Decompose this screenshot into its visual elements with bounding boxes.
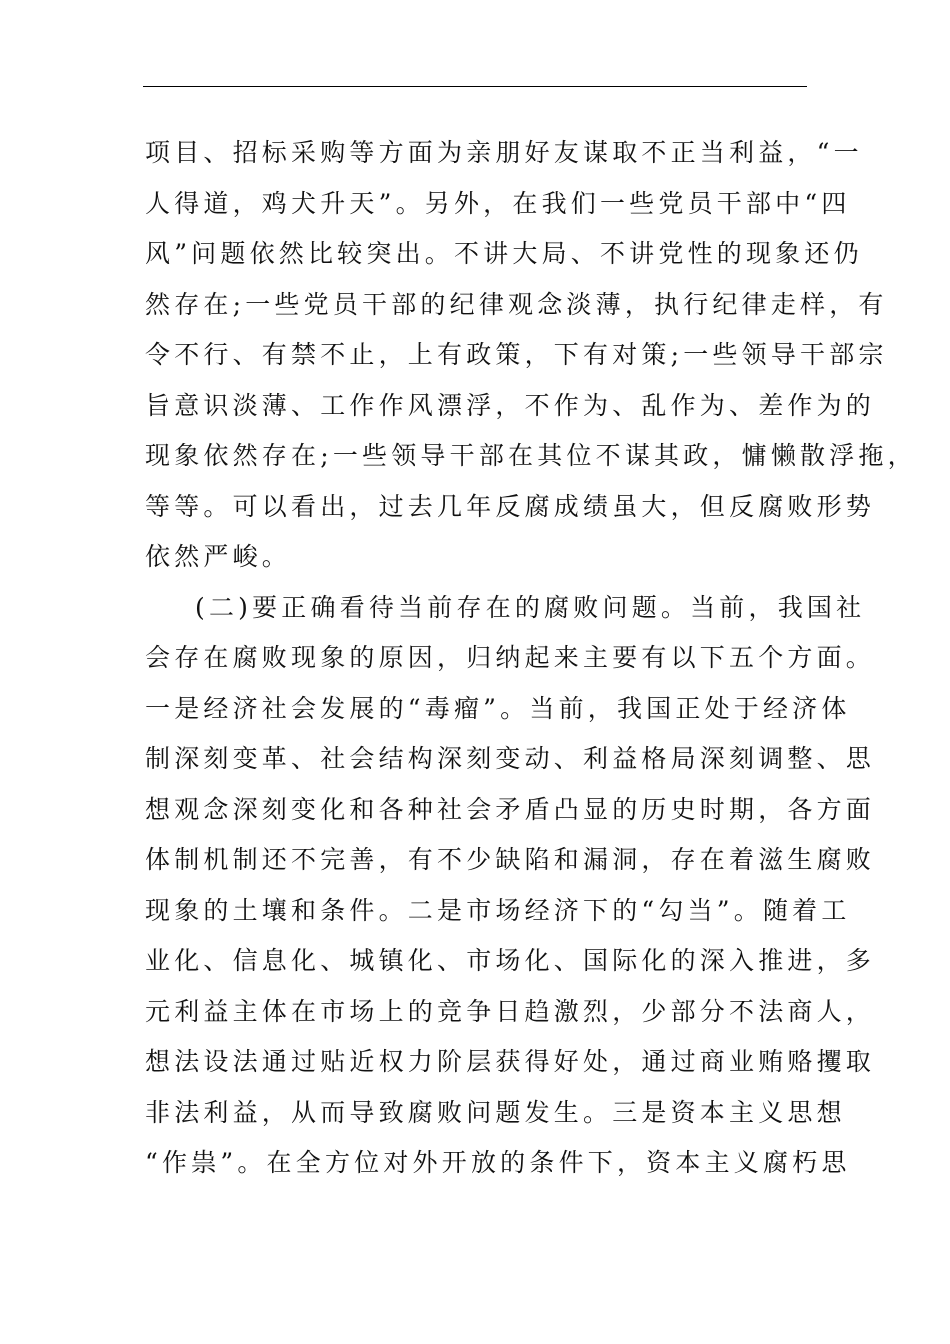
text-line: 会存在腐败现象的原因，归纳起来主要有以下五个方面。 bbox=[145, 643, 876, 672]
text-line: “作祟”。在全方位对外开放的条件下，资本主义腐朽思 bbox=[145, 1148, 851, 1177]
text-line: 旨意识淡薄、工作作风漂浮，不作为、乱作为、差作为的 bbox=[145, 390, 876, 420]
text-line: 项目、招标采购等方面为亲朋好友谋取不正当利益，“一 bbox=[145, 138, 863, 167]
text-line: 想法设法通过贴近权力阶层获得好处，通过商业贿赂攫取 bbox=[145, 1047, 876, 1076]
text-line: 依然严峻。 bbox=[145, 542, 292, 571]
text-line: 风”问题依然比较突出。不讲大局、不讲党性的现象还仍 bbox=[145, 239, 863, 268]
text-line: 非法利益，从而导致腐败问题发生。三是资本主义思想 bbox=[145, 1097, 846, 1127]
text-line: 等等。可以看出，过去几年反腐成绩虽大，但反腐败形势 bbox=[145, 491, 876, 521]
text-line: 元利益主体在市场上的竞争日趋激烈，少部分不法商人， bbox=[145, 996, 876, 1026]
body-text bbox=[145, 128, 917, 1189]
text-line: 现象的土壤和条件。二是市场经济下的“勾当”。随着工 bbox=[145, 895, 851, 925]
text-line: 体制机制还不完善，有不少缺陷和漏洞，存在着滋生腐败 bbox=[145, 845, 876, 874]
text-line: 想观念深刻变化和各种社会矛盾凸显的历史时期，各方面 bbox=[145, 794, 876, 824]
text-line: 现象依然存在;一些领导干部在其位不谋其政，慵懒散浮拖， bbox=[145, 441, 917, 470]
header-rule bbox=[143, 86, 807, 87]
text-line: 制深刻变革、社会结构深刻变动、利益格局深刻调整、思 bbox=[145, 744, 876, 773]
text-line: 然存在;一些党员干部的纪律观念淡薄，执行纪律走样，有 bbox=[145, 289, 888, 319]
text-line: 令不行、有禁不止，上有政策，下有对策;一些领导干部宗 bbox=[145, 340, 888, 369]
text-line: 人得道，鸡犬升天”。另外，在我们一些党员干部中“四 bbox=[145, 188, 851, 218]
text-line: 业化、信息化、城镇化、市场化、国际化的深入推进，多 bbox=[145, 946, 876, 975]
text-line: 一是经济社会发展的“毒瘤”。当前，我国正处于经济体 bbox=[145, 693, 851, 723]
section-heading-line: (二)要正确看待当前存在的腐败问题。当前，我国社 bbox=[195, 592, 866, 622]
